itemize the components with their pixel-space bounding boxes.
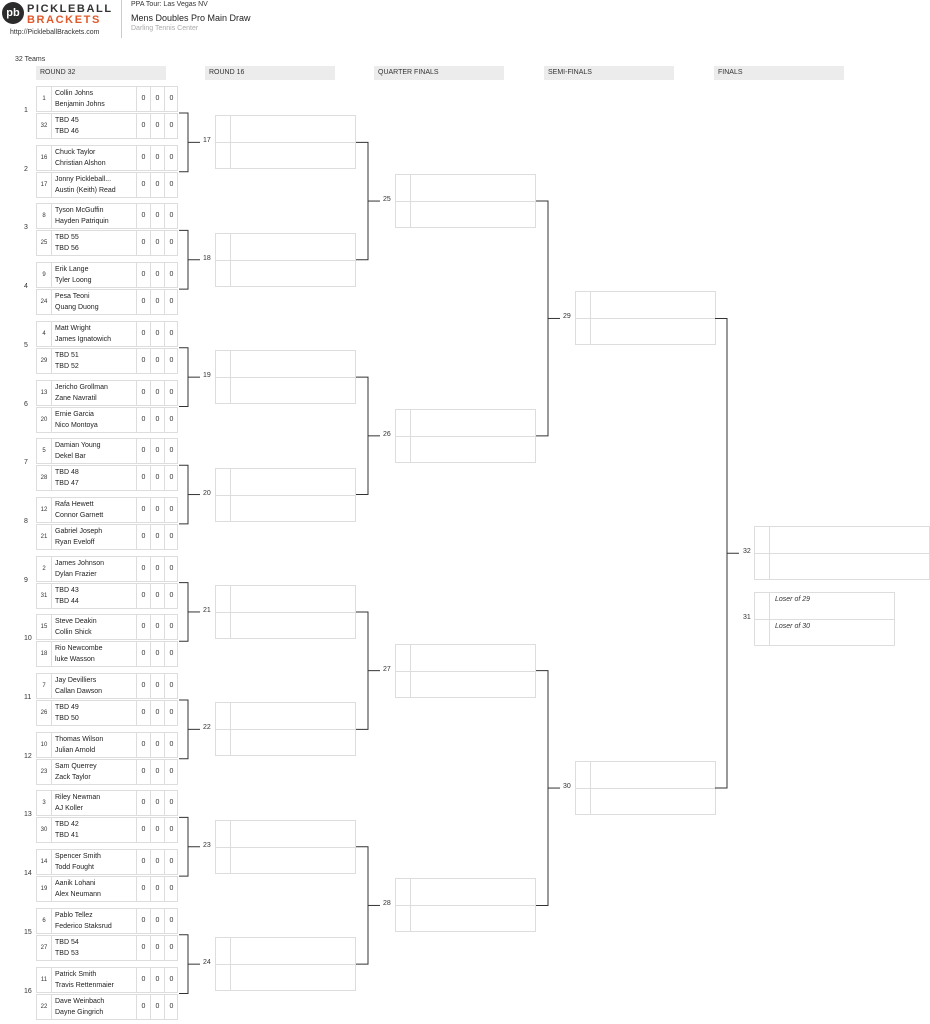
player-name: Damian Young — [55, 442, 101, 450]
game-score: 0 — [136, 791, 150, 815]
team-seed: 19 — [37, 877, 52, 901]
connector-line — [179, 465, 188, 524]
team-seed: 4 — [37, 322, 52, 346]
game-score: 0 — [164, 877, 178, 901]
game-score: 0 — [150, 733, 164, 757]
game-score: 0 — [150, 466, 164, 490]
game-score: 0 — [150, 701, 164, 725]
match-number: 8 — [24, 517, 28, 525]
team-seed: 23 — [37, 760, 52, 784]
team-seed: 6 — [37, 909, 52, 933]
player-name: Dekel Bar — [55, 453, 86, 461]
connector-line — [179, 817, 188, 876]
game-score: 0 — [164, 204, 178, 228]
match-number: 9 — [24, 576, 28, 584]
game-score: 0 — [164, 909, 178, 933]
round-header-quarterfinals: QUARTER FINALS — [374, 66, 504, 80]
team-seed: 11 — [37, 968, 52, 992]
player-name: Connor Garnett — [55, 511, 104, 519]
team-seed: 2 — [37, 557, 52, 581]
game-score: 0 — [164, 146, 178, 170]
player-name: Chuck Taylor — [55, 148, 96, 156]
player-name: Nico Montoya — [55, 421, 98, 429]
team-seed: 27 — [37, 936, 52, 960]
match-number: 22 — [203, 724, 211, 732]
player-name: TBD 41 — [55, 832, 79, 840]
game-score: 0 — [150, 674, 164, 698]
player-name: Rio Newcombe — [55, 645, 103, 653]
player-name: Hayden Patriquin — [55, 218, 109, 226]
match-number: 6 — [24, 400, 28, 408]
connector-line — [179, 583, 188, 642]
player-name: Patrick Smith — [55, 970, 97, 978]
match-number: 18 — [203, 254, 211, 262]
game-score: 0 — [136, 877, 150, 901]
game-score: 0 — [150, 557, 164, 581]
game-score: 0 — [164, 263, 178, 287]
game-score: 0 — [164, 642, 178, 666]
player-name: TBD 48 — [55, 469, 79, 477]
game-score: 0 — [136, 173, 150, 197]
player-name: TBD 47 — [55, 480, 79, 488]
connector-line — [356, 377, 368, 494]
match-number: 1 — [24, 107, 28, 114]
connector-line — [179, 113, 188, 172]
match-number: 2 — [24, 165, 28, 173]
player-name: TBD 51 — [55, 351, 79, 359]
game-score: 0 — [150, 408, 164, 432]
player-name: Austin (Keith) Read — [55, 186, 116, 194]
player-name: Quang Duong — [55, 304, 99, 312]
match-number: 25 — [383, 196, 391, 204]
player-name: Tyler Loong — [55, 277, 92, 285]
player-name: TBD 45 — [55, 117, 79, 124]
player-name: luke Wasson — [55, 656, 95, 664]
player-name: TBD 56 — [55, 245, 79, 253]
match-number: 19 — [203, 372, 211, 380]
game-score: 0 — [150, 968, 164, 992]
game-score: 0 — [136, 381, 150, 405]
player-name: AJ Koller — [55, 805, 84, 813]
player-name: Tyson McGuffin — [55, 207, 104, 215]
game-score: 0 — [136, 146, 150, 170]
player-name: Rafa Hewett — [55, 500, 94, 508]
game-score: 0 — [150, 760, 164, 784]
player-name: Ryan Eveloff — [55, 538, 95, 546]
game-score: 0 — [150, 87, 164, 111]
player-name: Gabriel Joseph — [55, 527, 103, 535]
player-name: Callan Dawson — [55, 688, 103, 695]
match-number: 14 — [24, 870, 32, 878]
match-number: 20 — [203, 489, 211, 497]
team-seed: 22 — [37, 995, 52, 1019]
player-name: Riley Newman — [55, 794, 101, 802]
match-number: 16 — [24, 987, 32, 995]
game-score: 0 — [150, 584, 164, 608]
player-name: Sam Querrey — [55, 762, 97, 770]
game-score: 0 — [150, 850, 164, 874]
team-seed: 3 — [37, 791, 52, 815]
player-name: TBD 49 — [55, 704, 79, 711]
venue-name: Darling Tennis Center — [131, 25, 199, 32]
tour-name: PPA Tour: Las Vegas NV — [131, 1, 208, 8]
player-name: Dave Weinbach — [55, 997, 105, 1005]
match-number: 32 — [743, 548, 751, 556]
game-score: 0 — [150, 114, 164, 138]
player-name: TBD 43 — [55, 586, 79, 594]
team-seed: 12 — [37, 498, 52, 522]
player-name: TBD 53 — [55, 949, 79, 957]
connector-line — [356, 612, 368, 729]
match-number: 28 — [383, 900, 391, 908]
game-score: 0 — [136, 760, 150, 784]
game-score: 0 — [164, 850, 178, 874]
game-score: 0 — [150, 818, 164, 842]
logo-url-link[interactable]: http://PickleballBrackets.com — [10, 29, 100, 36]
player-name: Dylan Frazier — [55, 570, 97, 578]
player-name: TBD 52 — [55, 362, 79, 370]
player-name: TBD 54 — [55, 938, 79, 946]
game-score: 0 — [136, 466, 150, 490]
team-seed: 13 — [37, 381, 52, 405]
player-name: Collin Johns — [55, 90, 94, 97]
connector-line — [715, 318, 727, 788]
player-name: Erik Lange — [55, 266, 89, 274]
game-score: 0 — [136, 674, 150, 698]
player-name: TBD 50 — [55, 715, 79, 722]
match-number: 7 — [24, 459, 28, 467]
game-score: 0 — [164, 995, 178, 1019]
game-score: 0 — [164, 701, 178, 725]
logo-text-line1: PICKLEBALL — [27, 3, 113, 15]
game-score: 0 — [136, 701, 150, 725]
game-score: 0 — [136, 204, 150, 228]
player-name: Todd Fought — [55, 864, 94, 872]
player-name: Matt Wright — [55, 324, 91, 332]
match-number: 10 — [24, 635, 32, 643]
player-name: Pesa Teoni — [55, 293, 90, 301]
player-name: Jonny Pickleball... — [55, 175, 112, 183]
game-score: 0 — [164, 818, 178, 842]
game-score: 0 — [150, 642, 164, 666]
game-score: 0 — [164, 584, 178, 608]
game-score: 0 — [136, 995, 150, 1019]
team-seed: 10 — [37, 733, 52, 757]
team-seed: 18 — [37, 642, 52, 666]
round-header-semifinals: SEMI-FINALS — [544, 66, 674, 80]
event-title: Mens Doubles Pro Main Draw — [131, 13, 251, 23]
game-score: 0 — [136, 850, 150, 874]
game-score: 0 — [164, 525, 178, 549]
player-name: Aanik Lohani — [55, 880, 96, 888]
team-seed: 7 — [37, 674, 52, 698]
third-place-bottom-label: Loser of 30 — [775, 623, 811, 631]
game-score: 0 — [136, 733, 150, 757]
game-score: 0 — [150, 525, 164, 549]
team-seed: 26 — [37, 701, 52, 725]
match-number: 5 — [24, 341, 28, 349]
connector-line — [179, 348, 188, 407]
player-name: Benjamin Johns — [55, 101, 105, 108]
player-name: Travis Rettenmaier — [55, 981, 114, 989]
game-score: 0 — [150, 290, 164, 314]
game-score: 0 — [136, 114, 150, 138]
player-name: Thomas Wilson — [55, 735, 104, 743]
player-name: Julian Arnold — [55, 746, 96, 754]
team-seed: 14 — [37, 850, 52, 874]
player-name: TBD 55 — [55, 234, 79, 242]
player-name: Christian Alshon — [55, 159, 106, 167]
game-score: 0 — [136, 408, 150, 432]
game-score: 0 — [164, 290, 178, 314]
connector-line — [179, 935, 188, 994]
game-score: 0 — [164, 231, 178, 255]
game-score: 0 — [136, 818, 150, 842]
game-score: 0 — [150, 995, 164, 1019]
third-place-top-label: Loser of 29 — [775, 596, 811, 604]
player-name: Zane Navratil — [55, 394, 97, 402]
team-seed: 24 — [37, 290, 52, 314]
team-seed: 1 — [37, 87, 52, 111]
match-number: 31 — [743, 614, 751, 622]
game-score: 0 — [164, 615, 178, 639]
game-score: 0 — [150, 381, 164, 405]
game-score: 0 — [150, 909, 164, 933]
game-score: 0 — [150, 439, 164, 463]
match-number: 17 — [203, 137, 211, 145]
player-name: Zack Taylor — [55, 773, 91, 781]
match-number: 11 — [24, 694, 32, 701]
game-score: 0 — [164, 674, 178, 698]
game-score: 0 — [150, 146, 164, 170]
match-number: 26 — [383, 430, 391, 438]
game-score: 0 — [164, 498, 178, 522]
game-score: 0 — [150, 498, 164, 522]
team-seed: 15 — [37, 615, 52, 639]
game-score: 0 — [136, 525, 150, 549]
match-number: 4 — [24, 283, 28, 291]
game-score: 0 — [150, 936, 164, 960]
match-number: 23 — [203, 841, 211, 849]
match-number: 24 — [203, 959, 211, 967]
player-name: TBD 44 — [55, 597, 79, 605]
team-seed: 20 — [37, 408, 52, 432]
game-score: 0 — [164, 114, 178, 138]
game-score: 0 — [164, 760, 178, 784]
game-score: 0 — [136, 349, 150, 373]
player-name: Jericho Grollman — [55, 383, 108, 391]
player-name: TBD 46 — [55, 128, 79, 135]
team-seed: 5 — [37, 439, 52, 463]
connector-line — [536, 201, 548, 436]
player-name: Steve Deakin — [55, 618, 97, 626]
game-score: 0 — [164, 173, 178, 197]
logo-text-line2: BRACKETS — [27, 14, 101, 26]
connector-line — [356, 847, 368, 964]
connector-line — [179, 700, 188, 759]
game-score: 0 — [136, 968, 150, 992]
round-header-16: ROUND 16 — [205, 66, 335, 80]
team-seed: 17 — [37, 173, 52, 197]
game-score: 0 — [136, 263, 150, 287]
player-name: Alex Neumann — [55, 891, 101, 899]
match-number: 13 — [24, 811, 32, 819]
team-seed: 28 — [37, 466, 52, 490]
game-score: 0 — [164, 349, 178, 373]
game-score: 0 — [150, 173, 164, 197]
game-score: 0 — [136, 557, 150, 581]
team-seed: 9 — [37, 263, 52, 287]
match-number: 30 — [563, 783, 571, 791]
connector-line — [356, 142, 368, 259]
player-name: Dayne Gingrich — [55, 1008, 104, 1016]
game-score: 0 — [164, 439, 178, 463]
team-seed: 31 — [37, 584, 52, 608]
game-score: 0 — [136, 439, 150, 463]
game-score: 0 — [150, 877, 164, 901]
game-score: 0 — [164, 87, 178, 111]
game-score: 0 — [164, 466, 178, 490]
game-score: 0 — [150, 349, 164, 373]
game-score: 0 — [136, 322, 150, 346]
game-score: 0 — [136, 290, 150, 314]
game-score: 0 — [150, 322, 164, 346]
player-name: Jay Devilliers — [55, 677, 97, 684]
game-score: 0 — [136, 498, 150, 522]
game-score: 0 — [150, 263, 164, 287]
player-name: Collin Shick — [55, 629, 92, 637]
game-score: 0 — [164, 733, 178, 757]
player-name: James Johnson — [55, 559, 105, 567]
game-score: 0 — [136, 231, 150, 255]
player-name: Federico Staksrud — [55, 922, 112, 930]
player-name: TBD 42 — [55, 821, 79, 829]
game-score: 0 — [150, 204, 164, 228]
team-seed: 29 — [37, 349, 52, 373]
player-name: James Ignatowich — [55, 335, 112, 343]
match-number: 15 — [24, 928, 32, 936]
logo-mark: pb — [2, 2, 24, 24]
match-number: 3 — [24, 224, 28, 232]
game-score: 0 — [164, 557, 178, 581]
connector-line — [536, 671, 548, 906]
game-score: 0 — [150, 615, 164, 639]
game-score: 0 — [164, 381, 178, 405]
player-name: Pablo Tellez — [55, 911, 93, 919]
team-seed: 21 — [37, 525, 52, 549]
match-number: 12 — [24, 752, 32, 760]
connector-line — [179, 230, 188, 289]
match-number: 21 — [203, 606, 211, 614]
game-score: 0 — [136, 615, 150, 639]
game-score: 0 — [136, 909, 150, 933]
game-score: 0 — [164, 408, 178, 432]
team-seed: 8 — [37, 204, 52, 228]
teams-count: 32 Teams — [15, 56, 46, 63]
match-number: 27 — [383, 665, 391, 673]
game-score: 0 — [164, 322, 178, 346]
game-score: 0 — [136, 87, 150, 111]
team-seed: 32 — [37, 114, 52, 138]
team-seed: 30 — [37, 818, 52, 842]
game-score: 0 — [136, 584, 150, 608]
player-name: Spencer Smith — [55, 853, 101, 861]
game-score: 0 — [164, 791, 178, 815]
match-number: 29 — [563, 313, 571, 321]
team-seed: 16 — [37, 146, 52, 170]
game-score: 0 — [136, 936, 150, 960]
game-score: 0 — [150, 791, 164, 815]
game-score: 0 — [136, 642, 150, 666]
game-score: 0 — [164, 968, 178, 992]
round-header-finals: FINALS — [714, 66, 844, 80]
team-seed: 25 — [37, 231, 52, 255]
game-score: 0 — [150, 231, 164, 255]
game-score: 0 — [164, 936, 178, 960]
player-name: Ernie Garcia — [55, 410, 94, 418]
round-header-32: ROUND 32 — [36, 66, 166, 80]
